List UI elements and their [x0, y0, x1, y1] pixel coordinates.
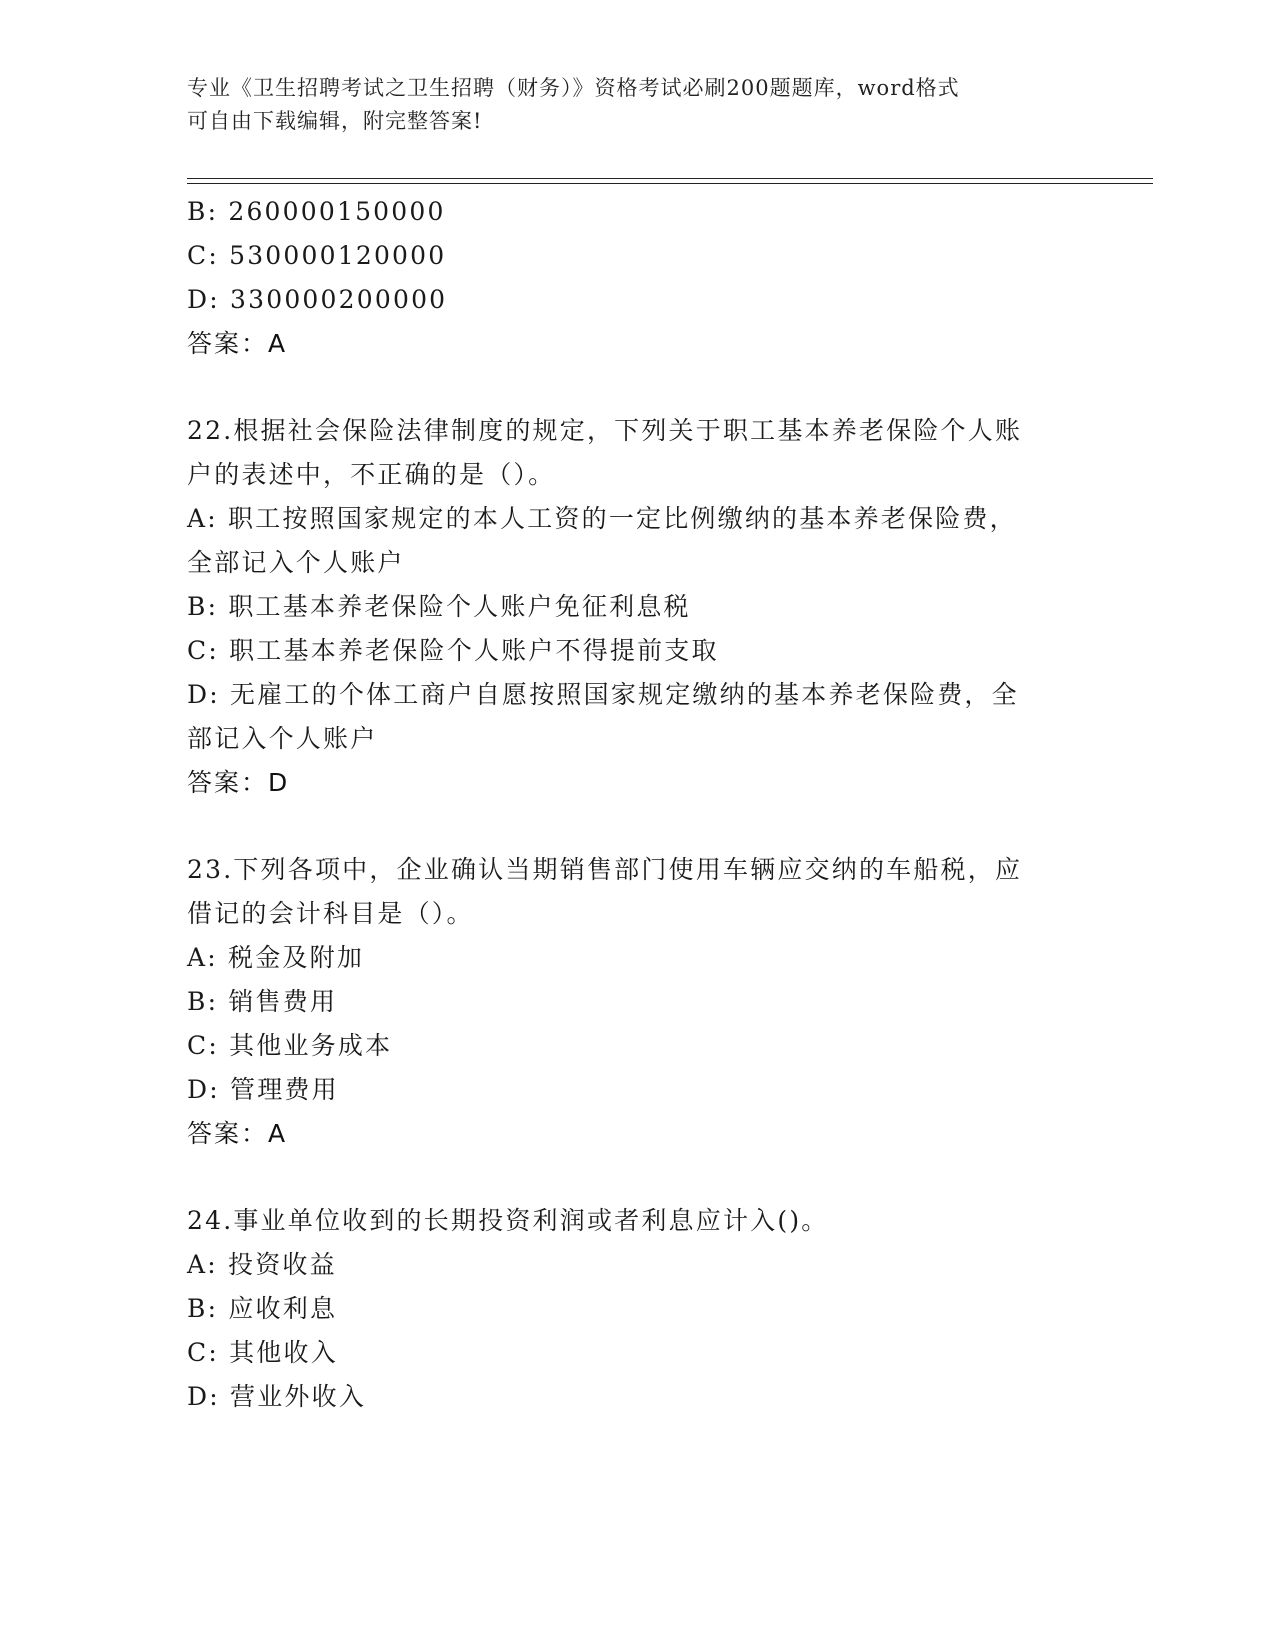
answer-line: 答案：A: [187, 1119, 288, 1148]
option-d: D: 无雇工的个体工商户自愿按照国家规定缴纳的基本养老保险费，全: [187, 680, 1019, 709]
option-a: A: 职工按照国家规定的本人工资的一定比例缴纳的基本养老保险费，: [187, 504, 1017, 533]
option-c: C: 职工基本养老保险个人账户不得提前支取: [187, 636, 719, 665]
question-stem: 23.下列各项中，企业确认当期销售部门使用车辆应交纳的车船税，应: [187, 855, 1023, 884]
option-c: C: 其他业务成本: [187, 1031, 393, 1060]
spacer: [187, 805, 1087, 848]
question-21-tail: [187, 190, 1087, 366]
question-22: [187, 409, 1087, 805]
header-line-2: 可自由下载编辑，附完整答案!: [187, 109, 483, 133]
answer-line: 答案：A: [187, 329, 288, 358]
document-header: [187, 72, 1067, 138]
document-body: [187, 190, 1087, 1419]
header-line-1: 专业《卫生招聘考试之卫生招聘（财务）》资格考试必刷200题题库，word格式: [187, 76, 960, 100]
option-c: C: 530000120000: [187, 241, 447, 270]
option-d: D: 营业外收入: [187, 1382, 367, 1411]
question-stem: 24.事业单位收到的长期投资利润或者利息应计入()。: [187, 1206, 829, 1235]
header-rule-top: [187, 178, 1153, 179]
option-a: A: 税金及附加: [187, 943, 365, 972]
option-c: C: 其他收入: [187, 1338, 338, 1367]
option-d: D: 管理费用: [187, 1075, 339, 1104]
header-rule-bottom: [187, 183, 1153, 184]
option-b: B: 260000150000: [187, 197, 446, 226]
answer-line: 答案：D: [187, 768, 290, 797]
option-d: D: 330000200000: [187, 285, 448, 314]
question-stem-continued: 户的表述中，不正确的是（）。: [187, 460, 556, 489]
question-stem: 22.根据社会保险法律制度的规定，下列关于职工基本养老保险个人账: [187, 416, 1023, 445]
spacer: [187, 1156, 1087, 1199]
option-a-continued: 全部记入个人账户: [187, 548, 405, 577]
question-23: [187, 848, 1087, 1156]
spacer: [187, 366, 1087, 409]
question-stem-continued: 借记的会计科目是（）。: [187, 899, 474, 928]
option-b: B: 职工基本养老保险个人账户免征利息税: [187, 592, 691, 621]
question-24: [187, 1199, 1087, 1419]
option-b: B: 销售费用: [187, 987, 338, 1016]
option-a: A: 投资收益: [187, 1250, 337, 1279]
option-b: B: 应收利息: [187, 1294, 338, 1323]
option-d-continued: 部记入个人账户: [187, 724, 378, 753]
